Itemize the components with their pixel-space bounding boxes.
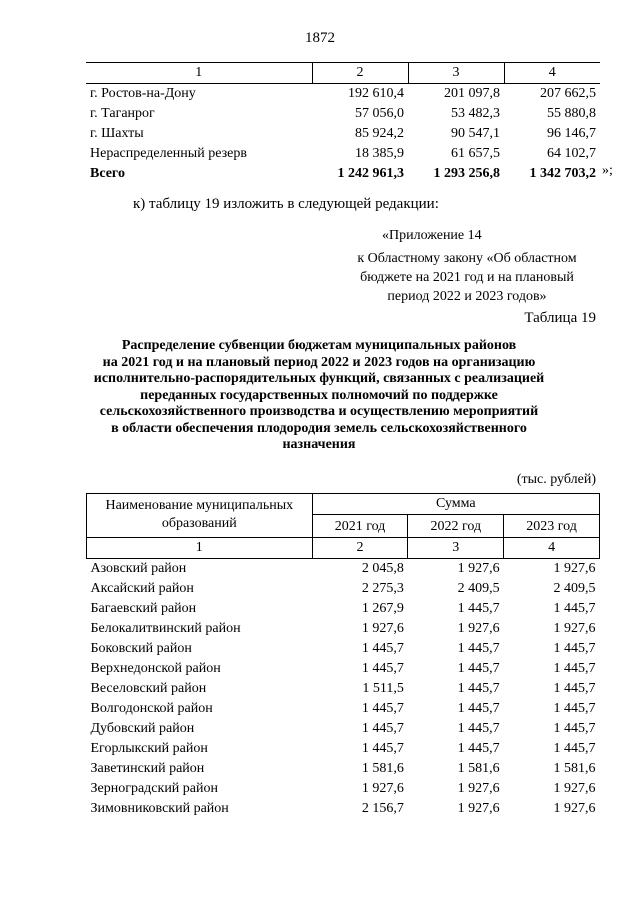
table-row bbox=[86, 124, 600, 144]
table-row bbox=[87, 559, 600, 580]
municipality-name: г. Шахты bbox=[90, 126, 144, 141]
total-label: Всего bbox=[90, 166, 125, 181]
appendix-title: «Приложение 14 bbox=[382, 228, 482, 243]
appendix-block bbox=[332, 226, 602, 306]
table-continuation bbox=[86, 62, 600, 184]
table-header-row bbox=[86, 63, 600, 84]
table-row bbox=[86, 144, 600, 164]
municipality-name: Верхнедонской район bbox=[90, 661, 221, 676]
table-row bbox=[87, 699, 600, 719]
value-2021: 1 445,7 bbox=[361, 721, 404, 736]
value-2022: 1 445,7 bbox=[457, 661, 500, 676]
value-2022: 1 445,7 bbox=[457, 641, 500, 656]
value-2023: 2 409,5 bbox=[553, 581, 596, 596]
value-2023: 1 927,6 bbox=[553, 561, 596, 576]
column-numbers-row bbox=[87, 538, 600, 559]
heading-line: переданных государственных полномочий по поддержке bbox=[140, 387, 498, 403]
table-19 bbox=[86, 493, 600, 819]
municipality-name: Заветинский район bbox=[90, 761, 205, 776]
table-heading bbox=[82, 338, 556, 454]
table-row bbox=[87, 659, 600, 679]
total-row bbox=[86, 164, 600, 184]
table-row bbox=[87, 619, 600, 639]
total-value-2022: 1 293 256,8 bbox=[433, 166, 500, 181]
value-2021: 2 275,3 bbox=[361, 581, 404, 596]
column-header-year: 2023 год bbox=[504, 515, 600, 538]
column-number: 4 bbox=[504, 538, 600, 559]
value-2022: 1 445,7 bbox=[457, 681, 500, 696]
table-label: Таблица 19 bbox=[524, 310, 596, 326]
value-2023: 1 927,6 bbox=[553, 781, 596, 796]
value-2022: 2 409,5 bbox=[457, 581, 500, 596]
value-2021: 1 581,6 bbox=[361, 761, 404, 776]
table-row bbox=[87, 759, 600, 779]
value-2021: 85 924,2 bbox=[355, 126, 404, 141]
value-2022: 90 547,1 bbox=[451, 126, 500, 141]
table-row bbox=[87, 799, 600, 819]
table-row bbox=[87, 719, 600, 739]
heading-line: на 2021 год и на плановый период 2022 и 2023 годов на организацию bbox=[102, 354, 536, 370]
value-2022: 61 657,5 bbox=[451, 146, 500, 161]
table-header-row bbox=[87, 494, 600, 515]
page-number: 1872 bbox=[305, 30, 335, 46]
column-number: 2 bbox=[312, 538, 408, 559]
total-value-2023: 1 342 703,2 bbox=[529, 166, 596, 181]
municipality-name: Азовский район bbox=[90, 561, 187, 576]
municipality-name: Боковский район bbox=[90, 641, 192, 656]
appendix-line: период 2022 и 2023 годов» bbox=[387, 289, 547, 304]
value-2022: 1 581,6 bbox=[457, 761, 500, 776]
value-2023: 1 445,7 bbox=[553, 721, 596, 736]
heading-line: в области обеспечения плодородия земель сельскохозяйственного bbox=[111, 420, 527, 436]
value-2023: 1 581,6 bbox=[553, 761, 596, 776]
value-2022: 53 482,3 bbox=[451, 106, 500, 121]
column-header-name: Наименование муниципальных образований bbox=[87, 494, 313, 538]
value-2023: 96 146,7 bbox=[547, 126, 596, 141]
value-2021: 57 056,0 bbox=[355, 106, 404, 121]
value-2023: 1 445,7 bbox=[553, 701, 596, 716]
column-number: 1 bbox=[86, 63, 312, 84]
municipality-name: Волгодонской район bbox=[90, 701, 213, 716]
value-2022: 1 927,6 bbox=[457, 621, 500, 636]
total-value-2021: 1 242 961,3 bbox=[337, 166, 404, 181]
table-body bbox=[86, 84, 600, 165]
column-number: 4 bbox=[504, 63, 600, 84]
value-2023: 1 927,6 bbox=[553, 801, 596, 816]
value-2022: 201 097,8 bbox=[444, 86, 500, 101]
municipality-name: Аксайский район bbox=[90, 581, 194, 596]
table-row bbox=[87, 579, 600, 599]
value-2021: 192 610,4 bbox=[348, 86, 404, 101]
appendix-line: к Областному закону «Об областном bbox=[357, 251, 577, 266]
municipality-name: Багаевский район bbox=[90, 601, 197, 616]
table-body bbox=[87, 559, 600, 820]
value-2021: 1 445,7 bbox=[361, 661, 404, 676]
value-2022: 1 445,7 bbox=[457, 741, 500, 756]
value-2023: 1 445,7 bbox=[553, 741, 596, 756]
municipality-name: Веселовский район bbox=[90, 681, 207, 696]
appendix-line: бюджете на 2021 год и на плановый bbox=[360, 270, 574, 285]
table-row bbox=[87, 639, 600, 659]
municipality-name: г. Таганрог bbox=[90, 106, 155, 121]
column-number: 3 bbox=[408, 63, 504, 84]
value-2022: 1 445,7 bbox=[457, 701, 500, 716]
value-2021: 1 445,7 bbox=[361, 641, 404, 656]
value-2021: 1 445,7 bbox=[361, 701, 404, 716]
value-2022: 1 445,7 bbox=[457, 721, 500, 736]
column-header-sum: Сумма bbox=[312, 494, 599, 515]
value-2023: 207 662,5 bbox=[540, 86, 596, 101]
table-row bbox=[87, 599, 600, 619]
heading-line: назначения bbox=[282, 437, 356, 452]
value-2021: 1 927,6 bbox=[361, 621, 404, 636]
value-2022: 1 927,6 bbox=[457, 561, 500, 576]
value-2023: 1 445,7 bbox=[553, 641, 596, 656]
column-number: 1 bbox=[87, 538, 313, 559]
value-2021: 1 511,5 bbox=[362, 681, 404, 696]
municipality-name: Дубовский район bbox=[90, 721, 195, 736]
intro-text: к) таблицу 19 изложить в следующей редакции: bbox=[133, 196, 439, 212]
column-number: 3 bbox=[408, 538, 504, 559]
value-2023: 55 880,8 bbox=[547, 106, 596, 121]
value-2021: 2 045,8 bbox=[361, 561, 404, 576]
table-row bbox=[86, 84, 600, 105]
municipality-name: Зерноградский район bbox=[90, 781, 218, 796]
value-2021: 2 156,7 bbox=[361, 801, 404, 816]
heading-line: исполнительно-распорядительных функций, связанных с реализацией bbox=[93, 371, 545, 386]
municipality-name: Белокалитвинский район bbox=[90, 621, 241, 636]
table-row bbox=[87, 739, 600, 759]
municipality-name: Егорлыкский район bbox=[90, 741, 208, 756]
column-header-year: 2021 год bbox=[312, 515, 408, 538]
heading-line: Распределение субвенции бюджетам муниципальных районов bbox=[121, 338, 517, 353]
table-row bbox=[87, 779, 600, 799]
value-2022: 1 445,7 bbox=[457, 601, 500, 616]
value-2023: 1 927,6 bbox=[553, 621, 596, 636]
value-2021: 1 445,7 bbox=[361, 741, 404, 756]
heading-line: сельскохозяйственного производства и осуществлению мероприятий bbox=[99, 404, 539, 419]
value-2021: 1 267,9 bbox=[361, 601, 404, 616]
column-number: 2 bbox=[312, 63, 408, 84]
units-label: (тыс. рублей) bbox=[516, 472, 596, 487]
value-2023: 1 445,7 bbox=[553, 601, 596, 616]
table-row bbox=[86, 104, 600, 124]
table-row bbox=[87, 679, 600, 699]
value-2021: 18 385,9 bbox=[355, 146, 404, 161]
value-2023: 1 445,7 bbox=[553, 681, 596, 696]
value-2023: 1 445,7 bbox=[553, 661, 596, 676]
municipality-name: Зимовниковский район bbox=[90, 801, 229, 816]
closing-quote: »; bbox=[602, 163, 613, 178]
value-2022: 1 927,6 bbox=[457, 781, 500, 796]
value-2022: 1 927,6 bbox=[457, 801, 500, 816]
column-header-year: 2022 год bbox=[408, 515, 504, 538]
value-2023: 64 102,7 bbox=[547, 146, 596, 161]
municipality-name: Нераспределенный резерв bbox=[90, 146, 247, 161]
municipality-name: г. Ростов-на-Дону bbox=[90, 86, 196, 101]
value-2021: 1 927,6 bbox=[361, 781, 404, 796]
